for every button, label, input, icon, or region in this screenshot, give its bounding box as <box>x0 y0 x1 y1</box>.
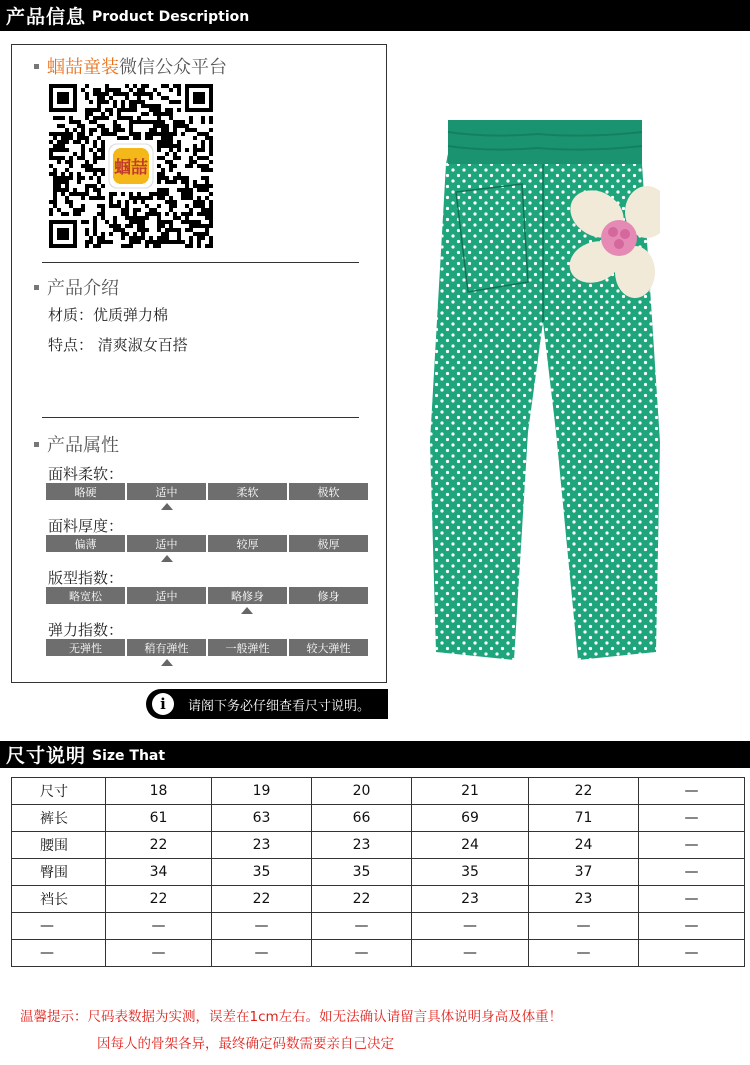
table-cell: 66 <box>312 805 412 832</box>
table-cell: 20 <box>312 778 412 805</box>
table-cell: — <box>639 778 745 805</box>
table-cell: 61 <box>106 805 212 832</box>
attribute-option: 较大弹性 <box>289 639 368 656</box>
table-cell: 22 <box>106 832 212 859</box>
table-cell: 23 <box>529 886 639 913</box>
row-header-cell: 腰围 <box>12 832 106 859</box>
attribute-scale <box>46 639 368 656</box>
table-cell: — <box>212 940 312 967</box>
table-cell: — <box>212 913 312 940</box>
attribute-option: 略宽松 <box>46 587 127 604</box>
info-icon: i <box>152 693 174 715</box>
bullet-square <box>34 64 39 69</box>
row-header-cell: 裆长 <box>12 886 106 913</box>
table-cell: 23 <box>412 886 529 913</box>
table-cell: — <box>639 940 745 967</box>
selected-marker-icon <box>161 659 173 666</box>
product-info-header <box>0 0 750 31</box>
feature-line: 特点： 清爽淑女百搭 <box>48 336 188 354</box>
table-cell: 24 <box>529 832 639 859</box>
table-cell: 22 <box>312 886 412 913</box>
attribute-option: 稍有弹性 <box>127 639 208 656</box>
table-cell: — <box>312 913 412 940</box>
brand-suffix: 微信公众平台 <box>119 57 227 78</box>
qr-logo-text: 蝈喆 <box>114 157 148 178</box>
selected-marker-icon <box>161 555 173 562</box>
row-header-cell: — <box>12 940 106 967</box>
table-cell: — <box>639 832 745 859</box>
attribute-option: 较厚 <box>208 535 289 552</box>
product-photo <box>428 112 660 660</box>
size-notice <box>146 689 388 719</box>
table-cell: 19 <box>212 778 312 805</box>
table-cell: 21 <box>412 778 529 805</box>
table-row <box>12 886 745 913</box>
table-cell: 18 <box>106 778 212 805</box>
table-cell: 69 <box>412 805 529 832</box>
table-cell: 37 <box>529 859 639 886</box>
attribute-option: 极软 <box>289 483 368 500</box>
row-header-cell: 裤长 <box>12 805 106 832</box>
attribute-option: 一般弹性 <box>208 639 289 656</box>
table-cell: — <box>106 940 212 967</box>
table-cell: 35 <box>212 859 312 886</box>
table-cell: 24 <box>412 832 529 859</box>
table-cell: 63 <box>212 805 312 832</box>
attribute-option: 略修身 <box>208 587 289 604</box>
table-cell: 23 <box>312 832 412 859</box>
table-cell: — <box>312 940 412 967</box>
table-row <box>12 832 745 859</box>
table-cell: 34 <box>106 859 212 886</box>
size-table <box>11 777 745 967</box>
table-cell: — <box>639 913 745 940</box>
tip-line-2: 因每人的骨架各异，最终确定码数需要亲自己决定 <box>97 1036 394 1052</box>
brand-name: 蝈喆童装 <box>47 57 119 78</box>
attribute-label: 版型指数： <box>48 569 124 587</box>
attribute-option: 适中 <box>127 483 208 500</box>
attribute-option: 修身 <box>289 587 368 604</box>
attribute-option: 适中 <box>127 535 208 552</box>
table-cell: — <box>106 913 212 940</box>
product-info-box <box>11 44 387 683</box>
attribute-option: 极厚 <box>289 535 368 552</box>
bullet-square <box>34 442 39 447</box>
attribute-label: 面料厚度： <box>48 517 124 535</box>
table-row <box>12 940 745 967</box>
product-info-title-en: Product Description <box>92 9 250 25</box>
table-row <box>12 913 745 940</box>
material-line: 材质：优质弹力棉 <box>48 306 169 324</box>
table-cell: 23 <box>212 832 312 859</box>
table-row <box>12 859 745 886</box>
row-header-cell: 尺寸 <box>12 778 106 805</box>
product-info-title-cn: 产品信息 <box>6 6 87 28</box>
notice-text: 请阁下务必仔细查看尺寸说明。 <box>188 698 371 714</box>
attribute-label: 面料柔软： <box>48 465 124 483</box>
brand-title <box>34 53 227 79</box>
attribute-scale <box>46 587 368 604</box>
attribute-scale <box>46 535 368 552</box>
table-row <box>12 805 745 832</box>
row-header-cell: — <box>12 913 106 940</box>
table-cell: — <box>412 913 529 940</box>
table-cell: — <box>412 940 529 967</box>
table-cell: 35 <box>412 859 529 886</box>
attribute-label: 弹力指数： <box>48 621 124 639</box>
table-cell: — <box>529 913 639 940</box>
table-cell: — <box>639 886 745 913</box>
attribute-option: 略硬 <box>46 483 127 500</box>
table-cell: 71 <box>529 805 639 832</box>
table-row <box>12 778 745 805</box>
attribute-option: 偏薄 <box>46 535 127 552</box>
table-cell: — <box>529 940 639 967</box>
selected-marker-icon <box>161 503 173 510</box>
attribute-option: 无弹性 <box>46 639 127 656</box>
divider-2 <box>42 417 359 418</box>
tip-line-1: 温馨提示：尺码表数据为实测，误差在1cm左右。如无法确认请留言具体说明身高及体重！ <box>20 1009 563 1025</box>
table-cell: 22 <box>106 886 212 913</box>
intro-title: 产品介绍 <box>34 274 119 300</box>
bullet-square <box>34 285 39 290</box>
attribute-option: 柔软 <box>208 483 289 500</box>
table-cell: 22 <box>212 886 312 913</box>
table-cell: 22 <box>529 778 639 805</box>
size-title-cn: 尺寸说明 <box>6 745 87 767</box>
attribute-option: 适中 <box>127 587 208 604</box>
table-cell: — <box>639 859 745 886</box>
table-cell: 35 <box>312 859 412 886</box>
size-header <box>0 741 750 768</box>
selected-marker-icon <box>241 607 253 614</box>
table-cell: — <box>639 805 745 832</box>
size-title-en: Size That <box>92 748 166 764</box>
divider-1 <box>42 262 359 263</box>
attribute-scale <box>46 483 368 500</box>
qr-code-icon[interactable] <box>49 84 213 248</box>
attributes-title: 产品属性 <box>34 431 119 457</box>
row-header-cell: 臀围 <box>12 859 106 886</box>
